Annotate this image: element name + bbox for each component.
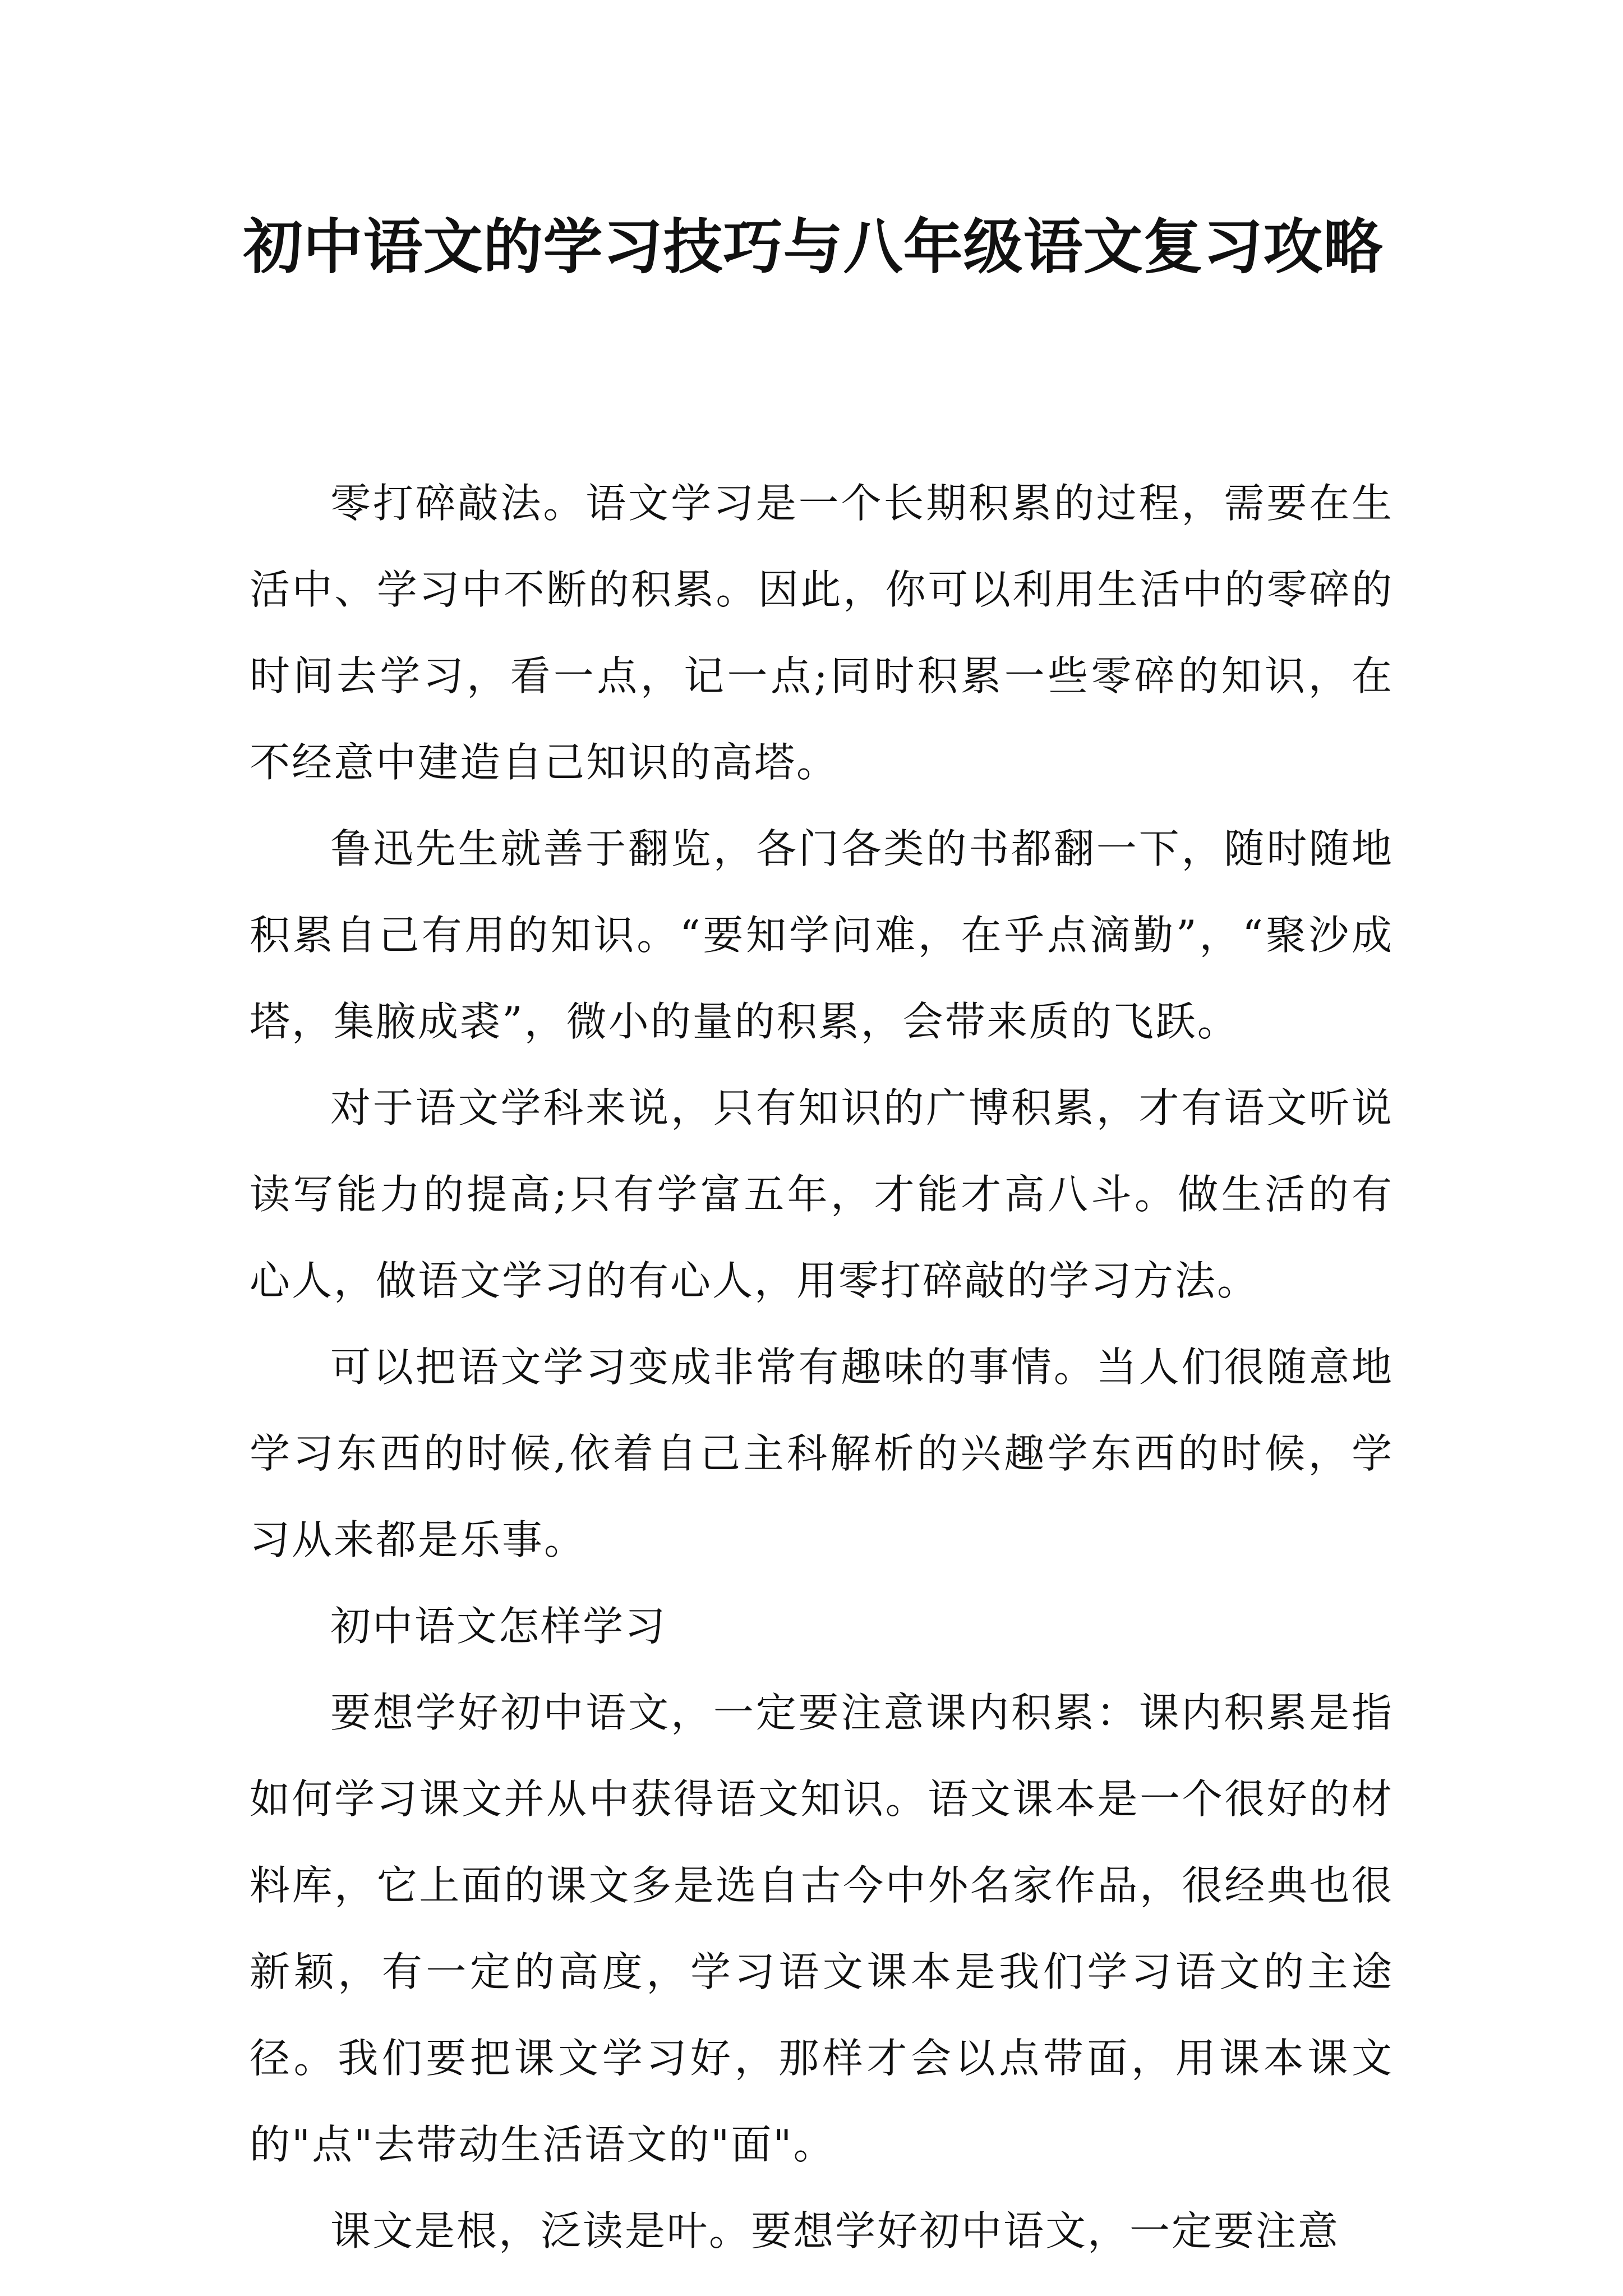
document-title: 初中语文的学习技巧与八年级语文复习攻略 bbox=[243, 211, 1384, 282]
paragraph: 要想学好初中语文，一定要注意课内积累：课内积累是指如何学习课文并从中获得语文知识。语文课本是一个很好的材料库，它上面的课文多是选自古今中外名家作品，很经典也很新颖，有一定的高度，学习语文课本是我们学习语文的主途径。我们要把课文学习好，那样才会以点带面，用课本课文的"点"去带动生活语文的"面"。 bbox=[250, 1689, 1394, 2168]
document-body bbox=[250, 460, 1394, 2274]
paragraph: 鲁迅先生就善于翻览，各门各类的书都翻一下，随时随地积累自己有用的知识。“要知学问难，在乎点滴勤”，“聚沙成塔，集腋成裘”，微小的量的积累，会带来质的飞跃。 bbox=[250, 825, 1394, 1045]
paragraph: 零打碎敲法。语文学习是一个长期积累的过程，需要在生活中、学习中不断的积累。因此，你可以利用生活中的零碎的时间去学习，看一点，记一点;同时积累一些零碎的知识，在不经意中建造自己知识的高塔。 bbox=[250, 480, 1394, 786]
paragraph: 可以把语文学习变成非常有趣味的事情。当人们很随意地学习东西的时候,依着自己主科解析的兴趣学东西的时候，学习从来都是乐事。 bbox=[250, 1343, 1394, 1563]
section-heading: 初中语文怎样学习 bbox=[330, 1603, 667, 1650]
paragraph: 课文是根，泛读是叶。要想学好初中语文，一定要注意 bbox=[330, 2207, 1340, 2254]
paragraph: 对于语文学科来说，只有知识的广博积累，才有语文听说读写能力的提高;只有学富五年，才能才高八斗。做生活的有心人，做语文学习的有心人，用零打碎敲的学习方法。 bbox=[250, 1084, 1394, 1304]
